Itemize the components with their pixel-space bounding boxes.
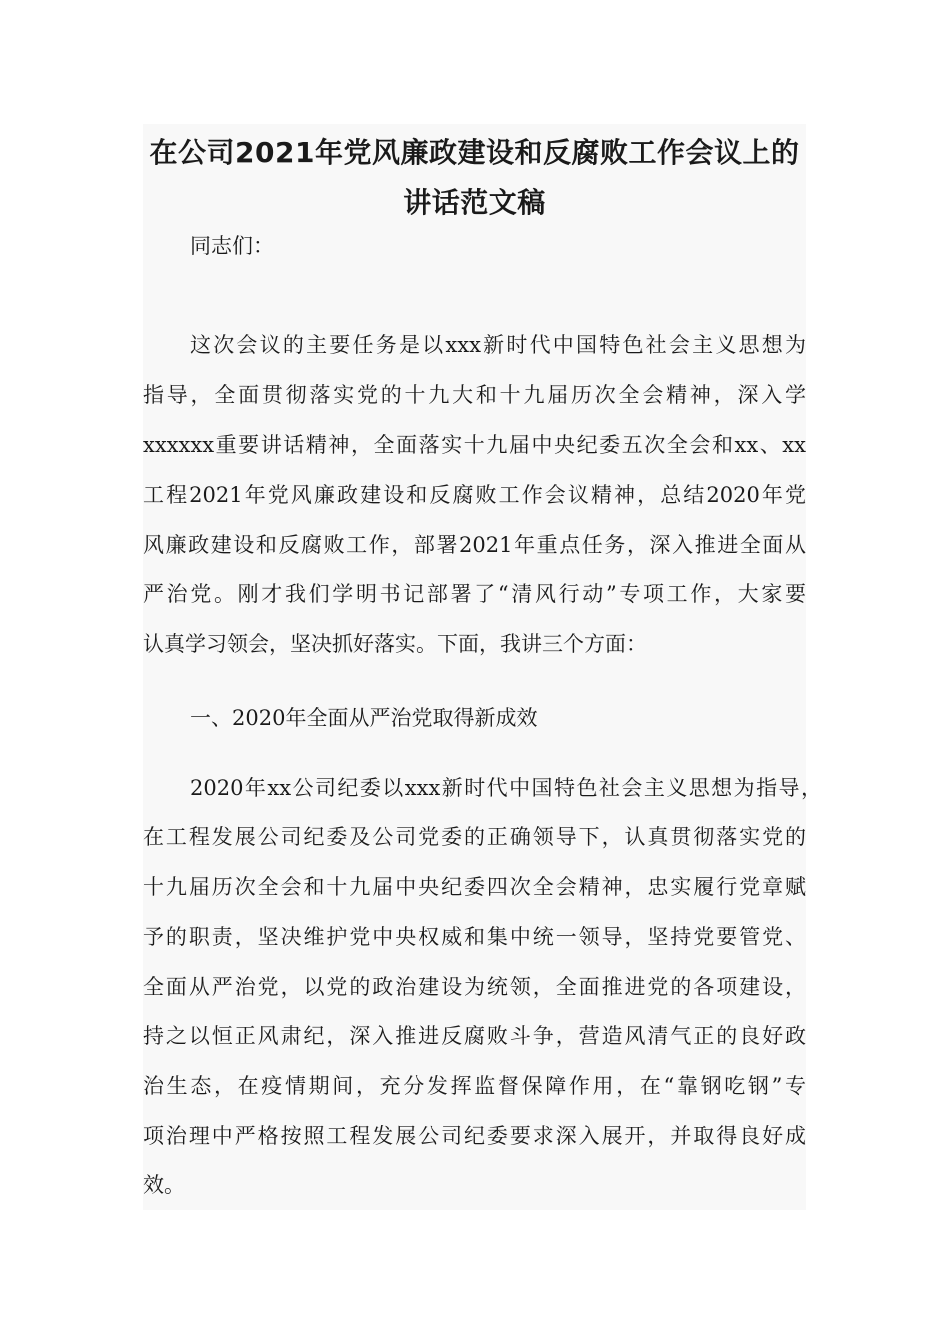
paragraph-1-line: 工程2021年党风廉政建设和反腐败工作会议精神，总结2020年党 <box>143 483 806 507</box>
paragraph-2-line: 效。 <box>143 1173 185 1197</box>
paragraph-2-line: 2020年xx公司纪委以xxx新时代中国特色社会主义思想为指导， <box>190 776 822 800</box>
paragraph-2-line: 十九届历次全会和十九届中央纪委四次全会精神，忠实履行党章赋 <box>143 875 806 899</box>
paragraph-1-line: 这次会议的主要任务是以xxx新时代中国特色社会主义思想为 <box>190 333 806 357</box>
paragraph-1-line: 认真学习领会，坚决抓好落实。下面，我讲三个方面： <box>143 632 647 656</box>
paragraph-1-line: 风廉政建设和反腐败工作，部署2021年重点任务，深入推进全面从 <box>143 533 806 557</box>
salutation: 同志们： <box>190 234 274 258</box>
paragraph-2-line: 全面从严治党，以党的政治建设为统领，全面推进党的各项建设， <box>143 975 806 999</box>
paragraph-1-line: 指导，全面贯彻落实党的十九大和十九届历次全会精神，深入学 <box>143 383 806 407</box>
paragraph-2-line: 项治理中严格按照工程发展公司纪委要求深入展开，并取得良好成 <box>143 1124 806 1148</box>
paragraph-2-line: 持之以恒正风肃纪，深入推进反腐败斗争，营造风清气正的良好政 <box>143 1024 806 1048</box>
paragraph-2-line: 予的职责，坚决维护党中央权威和集中统一领导，坚持党要管党、 <box>143 925 806 949</box>
paragraph-2-line: 在工程发展公司纪委及公司党委的正确领导下，认真贯彻落实党的 <box>143 825 806 849</box>
paragraph-1-line: 严治党。刚才我们学明书记部署了“清风行动”专项工作，大家要 <box>143 582 806 606</box>
document-title-line-2: 讲话范文稿 <box>403 186 546 219</box>
paragraph-2-line: 治生态，在疫情期间，充分发挥监督保障作用，在“靠钢吃钢”专 <box>143 1074 806 1098</box>
paragraph-1-line: xxxxxx重要讲话精神，全面落实十九届中央纪委五次全会和xx、xx <box>143 433 806 457</box>
document-title-line-1: 在公司2021年党风廉政建设和反腐败工作会议上的 <box>149 136 800 169</box>
section-heading-1: 一、2020年全面从严治党取得新成效 <box>190 706 538 730</box>
